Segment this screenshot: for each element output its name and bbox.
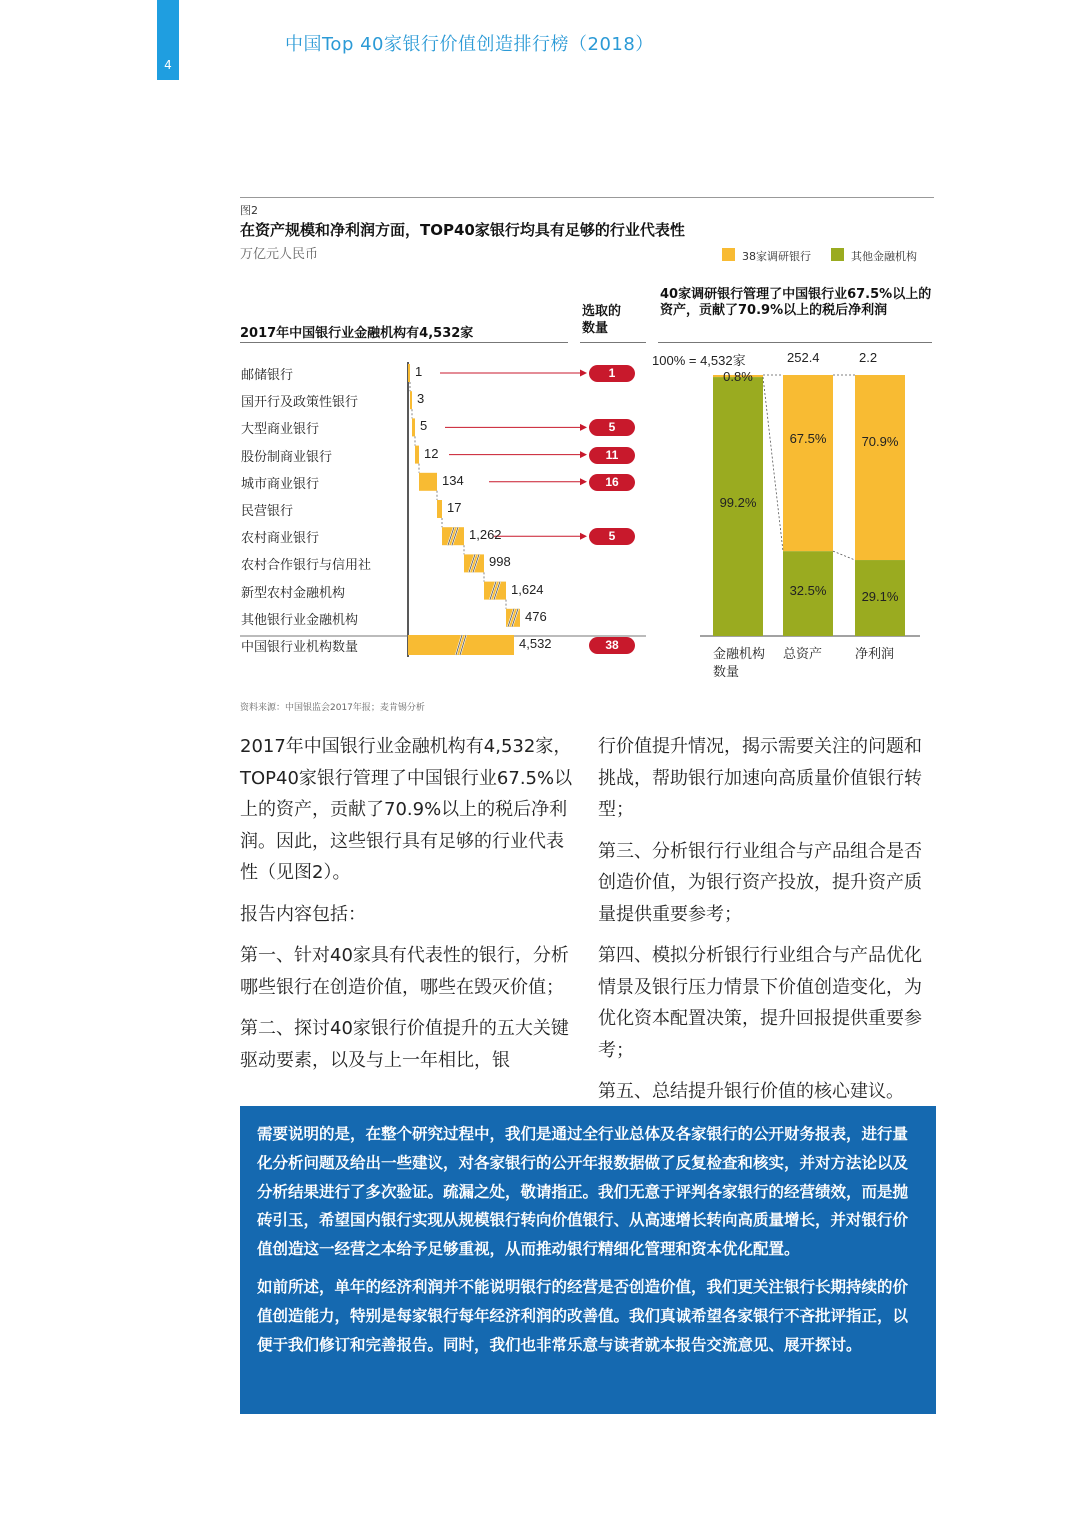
body-paragraph: 第三、分析银行行业组合与产品组合是否创造价值，为银行资产投放，提升资产质量提供重要参考； (598, 840, 922, 925)
selected-count-heading-line2: 数量 (582, 321, 609, 336)
stacked-total-label: 2.2 (859, 350, 878, 365)
body-paragraph: 第四、模拟分析银行行业组合与产品优化情景及银行压力情景下价值创造变化，为优化资本配置决策，提升回报提供重要参考； (598, 945, 922, 1061)
stacked-segment-surveyed (783, 375, 833, 551)
waterfall-category-label: 城市商业银行 (241, 476, 320, 492)
waterfall-value-label: 5 (420, 418, 428, 434)
waterfall-bar (412, 418, 415, 436)
figure-label: 图2 (240, 204, 258, 217)
stacked-pct-label-other: 32.5% (789, 583, 827, 599)
body-left-column (240, 731, 580, 1086)
selected-count-badge: 5 (589, 528, 635, 545)
waterfall-bar (408, 364, 410, 382)
waterfall-value-label: 17 (447, 500, 462, 515)
waterfall-bar (437, 500, 442, 518)
stacked-category-label: 金融机构数量 (713, 647, 766, 680)
selected-count-badge: 1 (589, 365, 635, 382)
selected-count-badge: 11 (589, 447, 635, 464)
body-paragraph: 第一、针对40家具有代表性的银行，分析哪些银行在创造价值，哪些在毁灭价值； (240, 945, 569, 998)
selection-arrowhead (580, 451, 587, 458)
waterfall-category-label: 民营银行 (241, 504, 294, 519)
waterfall-value-label: 3 (417, 391, 425, 407)
selected-count-badge: 16 (589, 474, 635, 491)
selected-count-heading-line1: 选取的 (582, 304, 622, 319)
body-right-column (598, 731, 938, 1118)
waterfall-category-label: 中国银行业机构数量 (241, 640, 359, 655)
waterfall-value-label: 12 (424, 445, 439, 461)
waterfall-category-label: 邮储银行 (241, 368, 294, 383)
note-box (240, 1106, 936, 1414)
waterfall-value-label: 1,262 (469, 527, 502, 543)
waterfall-category-label: 大型商业银行 (241, 422, 320, 438)
legend-label-other: 其他金融机构 (851, 250, 917, 263)
note-paragraph: 需要说明的是，在整个研究过程中，我们是通过全行业总体及各家银行的公开财务报表，进行量化分析问题及给出一些建议，对各家银行的公开年报数据做了反复检查和核实，并对方法论以及分析结果进行了多次验证。疏漏之处，敬请指正。我们无意于评判各家银行的经营绩效，而是抛砖引玉，希望国内银行实现从规模银行转向价值银行、从高速增长转向高质量增长，并对银行价值创造这一经营之本给予足够重视，从而推动银行精细化管理和资本优化配置。 (257, 1125, 909, 1259)
waterfall-value-label: 476 (525, 608, 547, 624)
body-paragraph: 第五、总结提升银行价值的核心建议。 (598, 1081, 904, 1102)
stacked-pct-label-surveyed: 70.9% (861, 434, 899, 450)
stacked-connector (763, 377, 783, 551)
figure-title: 在资产规模和净利润方面，TOP40家银行均具有足够的行业代表性 (240, 221, 685, 239)
waterfall-category-label: 股份制商业银行 (241, 449, 333, 465)
selection-arrowhead (580, 533, 587, 540)
stacked-category-label: 总资产 (783, 647, 823, 662)
waterfall-category-label: 新型农村金融机构 (241, 585, 346, 601)
note-paragraph: 如前所述，单年的经济利润并不能说明银行的经营是否创造价值，我们更关注银行长期持续的价值创造能力，特别是每家银行每年经济利润的改善值。我们真诚希望各家银行不吝批评指正，以便于我们修订和完善报告。同时，我们也非常乐意与读者就本报告交流意见、展开探讨。 (257, 1277, 909, 1354)
stacked-pct-label-surveyed: 0.8% (723, 369, 753, 384)
waterfall-value-label: 4,532 (519, 636, 552, 651)
stacked-pct-label-other: 99.2% (719, 495, 757, 511)
waterfall-bar (415, 446, 419, 464)
waterfall-value-label: 998 (489, 554, 511, 570)
selected-count-badge: 38 (589, 637, 635, 654)
waterfall-value-label: 1,624 (511, 581, 544, 597)
stacked-total-label: 252.4 (787, 350, 820, 365)
selection-arrowhead (580, 478, 587, 485)
stacked-pct-label-surveyed: 67.5% (789, 431, 827, 447)
legend-label-surveyed: 38家调研银行 (742, 250, 811, 263)
stacked-chart-heading: 40家调研银行管理了中国银行业67.5%以上的资产，贡献了70.9%以上的税后净利润 (660, 287, 932, 318)
body-paragraph: 第二、探讨40家银行价值提升的五大关键驱动要素，以及与上一年相比，银 (240, 1018, 569, 1071)
waterfall-category-label: 农村合作银行与信用社 (241, 558, 372, 574)
page-number: 4 (164, 58, 172, 72)
waterfall-category-label: 国开行及政策性银行 (241, 395, 359, 411)
body-paragraph: 行价值提升情况，揭示需要关注的问题和挑战，帮助银行加速向高质量价值银行转型； (598, 736, 922, 820)
selected-count-badge: 5 (589, 419, 635, 436)
figure-unit: 万亿元人民币 (240, 247, 319, 262)
selection-arrowhead (580, 370, 587, 377)
selection-arrowhead (580, 424, 587, 431)
waterfall-category-label: 农村商业银行 (241, 531, 320, 547)
waterfall-bar (410, 391, 412, 409)
stacked-segment-surveyed (855, 375, 905, 560)
waterfall-category-label: 其他银行业金融机构 (241, 612, 359, 628)
waterfall-value-label: 134 (442, 472, 464, 488)
figure-source: 资料来源：中国银监会2017年报；麦肯锡分析 (240, 703, 425, 713)
page-header-title: 中国Top 40家银行价值创造排行榜（2018） (285, 34, 654, 55)
waterfall-bar (419, 473, 437, 491)
waterfall-value-label: 1 (415, 364, 423, 379)
stacked-category-label: 净利润 (855, 647, 895, 662)
stacked-total-label: 100% = 4,532家 (652, 353, 746, 368)
stacked-pct-label-other: 29.1% (861, 588, 899, 604)
waterfall-heading: 2017年中国银行业金融机构有4,532家 (240, 326, 474, 341)
body-paragraph: 2017年中国银行业金融机构有4,532家，TOP40家银行管理了中国银行业67.5%以上的资产，贡献了70.9%以上的税后净利润。因此，这些银行具有足够的行业代表性（见图2）。 (240, 736, 573, 883)
body-paragraph: 报告内容包括： (240, 903, 366, 925)
stacked-connector (833, 551, 855, 560)
